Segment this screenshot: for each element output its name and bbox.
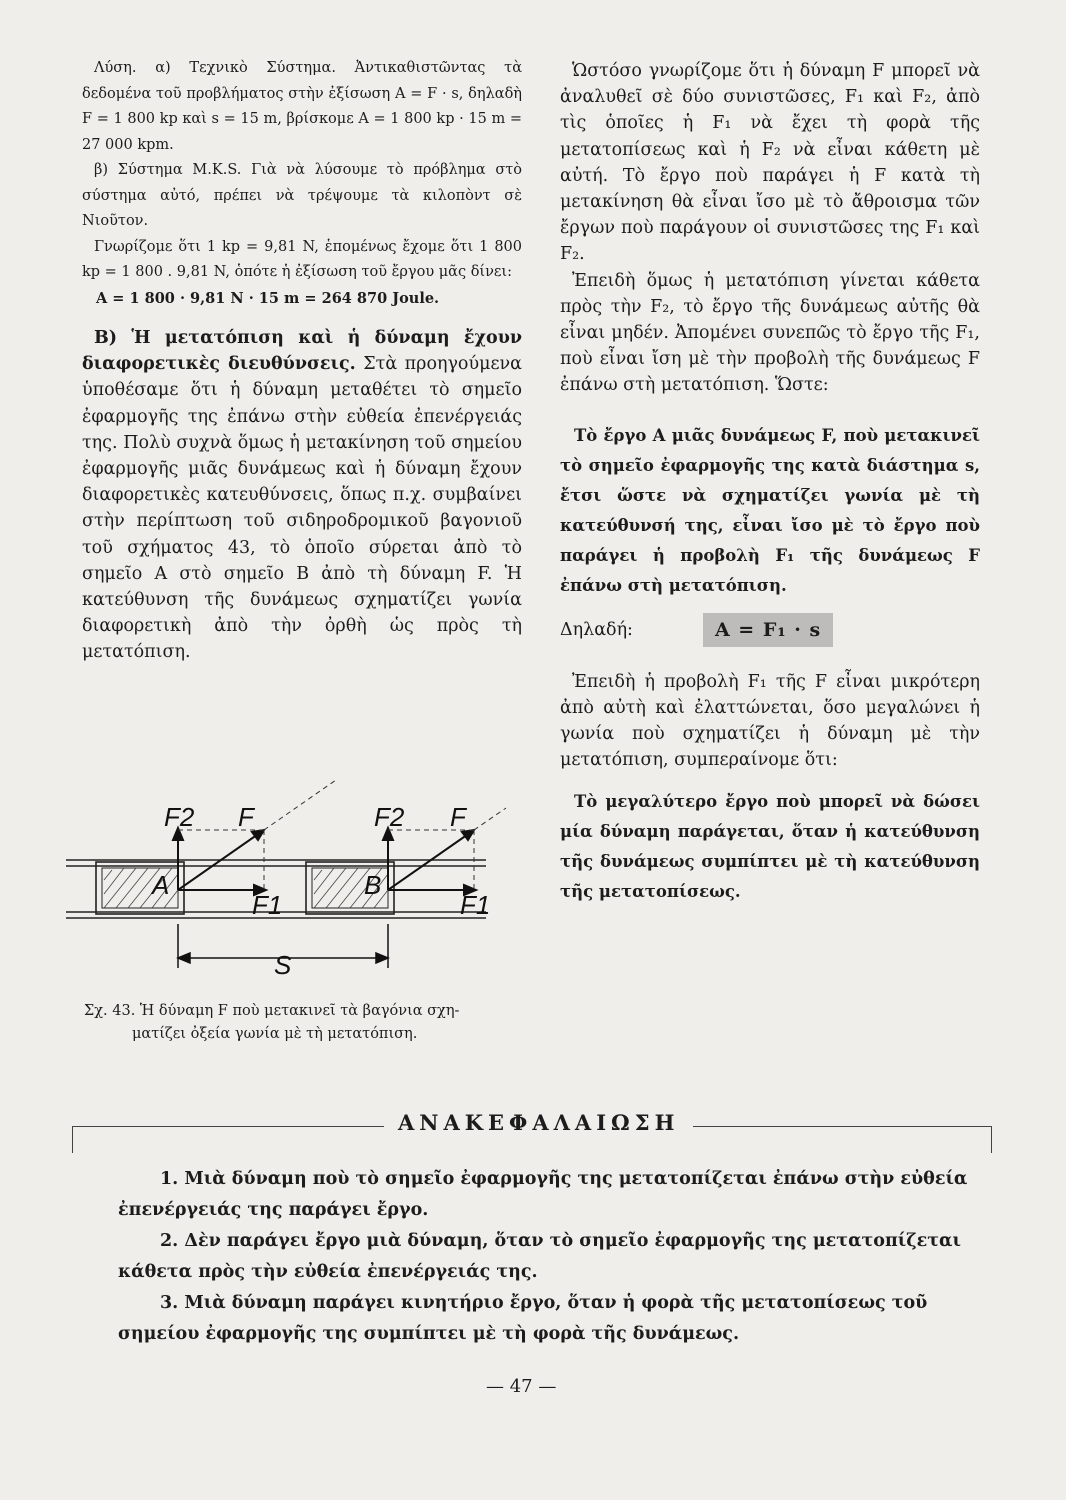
label-f1-a: F1 — [252, 890, 283, 920]
joule-result: A = 1 800 · 9,81 N · 15 m = 264 870 Joule. — [96, 289, 440, 307]
page-number: — 47 — — [486, 1376, 557, 1397]
figure-43 — [66, 762, 536, 982]
caption-line-2: ματίζει ὀξεία γωνία μὲ τὴ μετατόπιση. — [132, 1026, 418, 1042]
formula-box: A = F₁ · s — [703, 613, 833, 647]
section-b-body: Στὰ προηγούμενα ὑποθέσαμε ὅτι ἡ δύναμη μεταθέτει τὸ σημεῖο ἐφαρμογῆς της ἐπάνω στὴν εὐθεία ἐπενέργειάς της. Πολὺ συχνὰ ὅμως ἡ μετακίνηση τοῦ σημείου ἐφαρμογῆς μιᾶς δυνάμεως καὶ ἡ δύναμη ἔχουν διαφορετικὲς κατευθύνσεις, ὅπως π.χ. συμβαίνει στὴν περίπτωση τοῦ σιδηροδρομικοῦ βαγονιοῦ τοῦ σχήματος 43, τὸ ὁποῖο σύρεται ἀπὸ τὸ σημεῖο A στὸ σημεῖο B ἀπὸ τὴ δύναμη F. Ἡ κατεύθυνση τῆς δυνάμεως σχηματίζει γωνία διαφορετικὴ ἀπὸ τὴν ὀρθὴ ὡς πρὸς τὴ μετατόπιση. — [82, 354, 522, 663]
label-s: S — [274, 950, 292, 980]
label-f2-b: F2 — [374, 802, 405, 832]
summary-item: 2. Δὲν παράγει ἔργο μιὰ δύναμη, ὅταν τὸ σημεῖο ἐφαρμογῆς της μετατοπίζεται κάθετα πρὸς τὴν εὐθεία ἐπενέργειάς της. — [118, 1231, 961, 1282]
summary-item: 1. Μιὰ δύναμη ποὺ τὸ σημεῖο ἐφαρμογῆς της μετατοπίζεται ἐπάνω στὴν εὐθεία ἐπενέργειάς της παράγει ἔργο. — [118, 1169, 968, 1220]
label-f2-a: F2 — [164, 802, 195, 832]
left-column — [82, 56, 522, 666]
solution-technical-paragraph: Λύση. α) Τεχνικὸ Σύστημα. Ἀντικαθιστῶντας τὰ δεδομένα τοῦ προβλήματος στὴν ἐξίσωση A = F · s, δηλαδὴ F = 1 800 kp καὶ s = 15 m, βρίσκομε A = 1 800 kp · 15 m = 27 000 kpm. — [82, 60, 522, 153]
components-paragraph: Ὡστόσο γνωρίζομε ὅτι ἡ δύναμη F μπορεῖ νὰ ἀναλυθεῖ σὲ δύο συνιστῶσες, F₁ καὶ F₂, ἀπὸ τὶς ὁποῖες ἡ F₁ νὰ ἔχει τὴ φορὰ τῆς μετατοπίσεως καὶ ἡ F₂ νὰ εἶναι κάθετη μὲ αὐτή. Τὸ ἔργο ποὺ παράγει ἡ F κατὰ τὴ μετακίνηση θὰ εἶναι ἴσο μὲ τὸ ἄθροισμα τῶν ἔργων ποὺ παράγουν οἱ συνιστῶσες της F₁ καὶ F₂. — [560, 61, 980, 265]
figure-caption — [84, 1000, 524, 1046]
label-f-b: F — [450, 802, 466, 832]
summary-title: ΑΝΑΚΕΦΑΛΑΙΩΣΗ — [384, 1110, 693, 1135]
caption-line-1: Σχ. 43. Ἡ δύναμη F ποὺ μετακινεῖ τὰ βαγόνια σχη- — [84, 1003, 460, 1019]
wagon-hatching — [104, 868, 388, 908]
namely-label: Δηλαδή: — [560, 619, 633, 640]
label-f-a: F — [238, 802, 254, 832]
formula-row — [560, 613, 980, 647]
right-column — [560, 58, 980, 907]
perpendicular-paragraph: Ἐπειδὴ ὅμως ἡ μετατόπιση γίνεται κάθετα πρὸς τὴν F₂, τὸ ἔργο τῆς δυνάμεως αὐτῆς θὰ εἶναι μηδέν. Ἀπομένει συνεπῶς τὸ ἔργο τῆς F₁, ποὺ εἶναι ἴση μὲ τὴν προβολὴ τῆς δυνάμεως F ἐπάνω στὴ μετατόπιση. Ὥστε: — [560, 270, 980, 396]
label-f1-b: F1 — [460, 890, 491, 920]
label-a: A — [152, 870, 170, 900]
conversion-paragraph: Γνωρίζομε ὅτι 1 kp = 9,81 N, ἑπομένως ἔχομε ὅτι 1 800 kp = 1 800 . 9,81 N, ὁπότε ἡ ἐξίσωση τοῦ ἔργου μᾶς δίνει: — [82, 238, 522, 280]
wagon-diagram — [66, 762, 536, 982]
section-b-heading: B) Ἡ μετατόπιση καὶ ἡ δύναμη ἔχουν διαφορετικὲς διευθύνσεις. — [82, 328, 522, 375]
section-b-paragraph — [82, 325, 522, 666]
summary-section — [72, 1110, 992, 1358]
label-b: B — [364, 870, 382, 900]
rule-work-projection: Τὸ ἔργο A μιᾶς δυνάμεως F, ποὺ μετακινεῖ τὸ σημεῖο ἐφαρμογῆς της κατὰ διάστημα s, ἔτσι ὥστε νὰ σχηματίζει γωνία μὲ τὴ κατεύθυνσή της, εἶναι ἴσο μὲ τὸ ἔργο ποὺ παράγει ἡ προβολὴ F₁ τῆς δυνάμεως F ἐπάνω στὴ μετατόπιση. — [560, 425, 980, 595]
rule-max-work: Τὸ μεγαλύτερο ἔργο ποὺ μπορεῖ νὰ δώσει μία δύναμη παράγεται, ὅταν ἡ κατεύθυνση τῆς δυνάμεως συμπίπτει μὲ τὴ κατεύθυνση τῆς μετατοπίσεως. — [560, 792, 980, 902]
summary-items — [118, 1164, 978, 1350]
solution-mks-paragraph: β) Σύστημα M.K.S. Γιὰ νὰ λύσουμε τὸ πρόβλημα στὸ σύστημα αὐτό, πρέπει νὰ τρέψουμε τὰ κιλοπὸντ σὲ Νιοῦτον. — [82, 162, 522, 229]
projection-paragraph: Ἐπειδὴ ἡ προβολὴ F₁ τῆς F εἶναι μικρότερη ἀπὸ αὐτὴ καὶ ἐλαττώνεται, ὅσο μεγαλώνει ἡ γωνία ποὺ σχηματίζει ἡ δύναμη μὲ τὴν μετατόπιση, συμπεραίνομε ὅτι: — [560, 671, 980, 771]
summary-item: 3. Μιὰ δύναμη παράγει κινητήριο ἔργο, ὅταν ἡ φορὰ τῆς μετατοπίσεως τοῦ σημείου ἐφαρμογῆς της συμπίπτει μὲ τὴ φορὰ τῆς δυνάμεως. — [118, 1293, 928, 1344]
